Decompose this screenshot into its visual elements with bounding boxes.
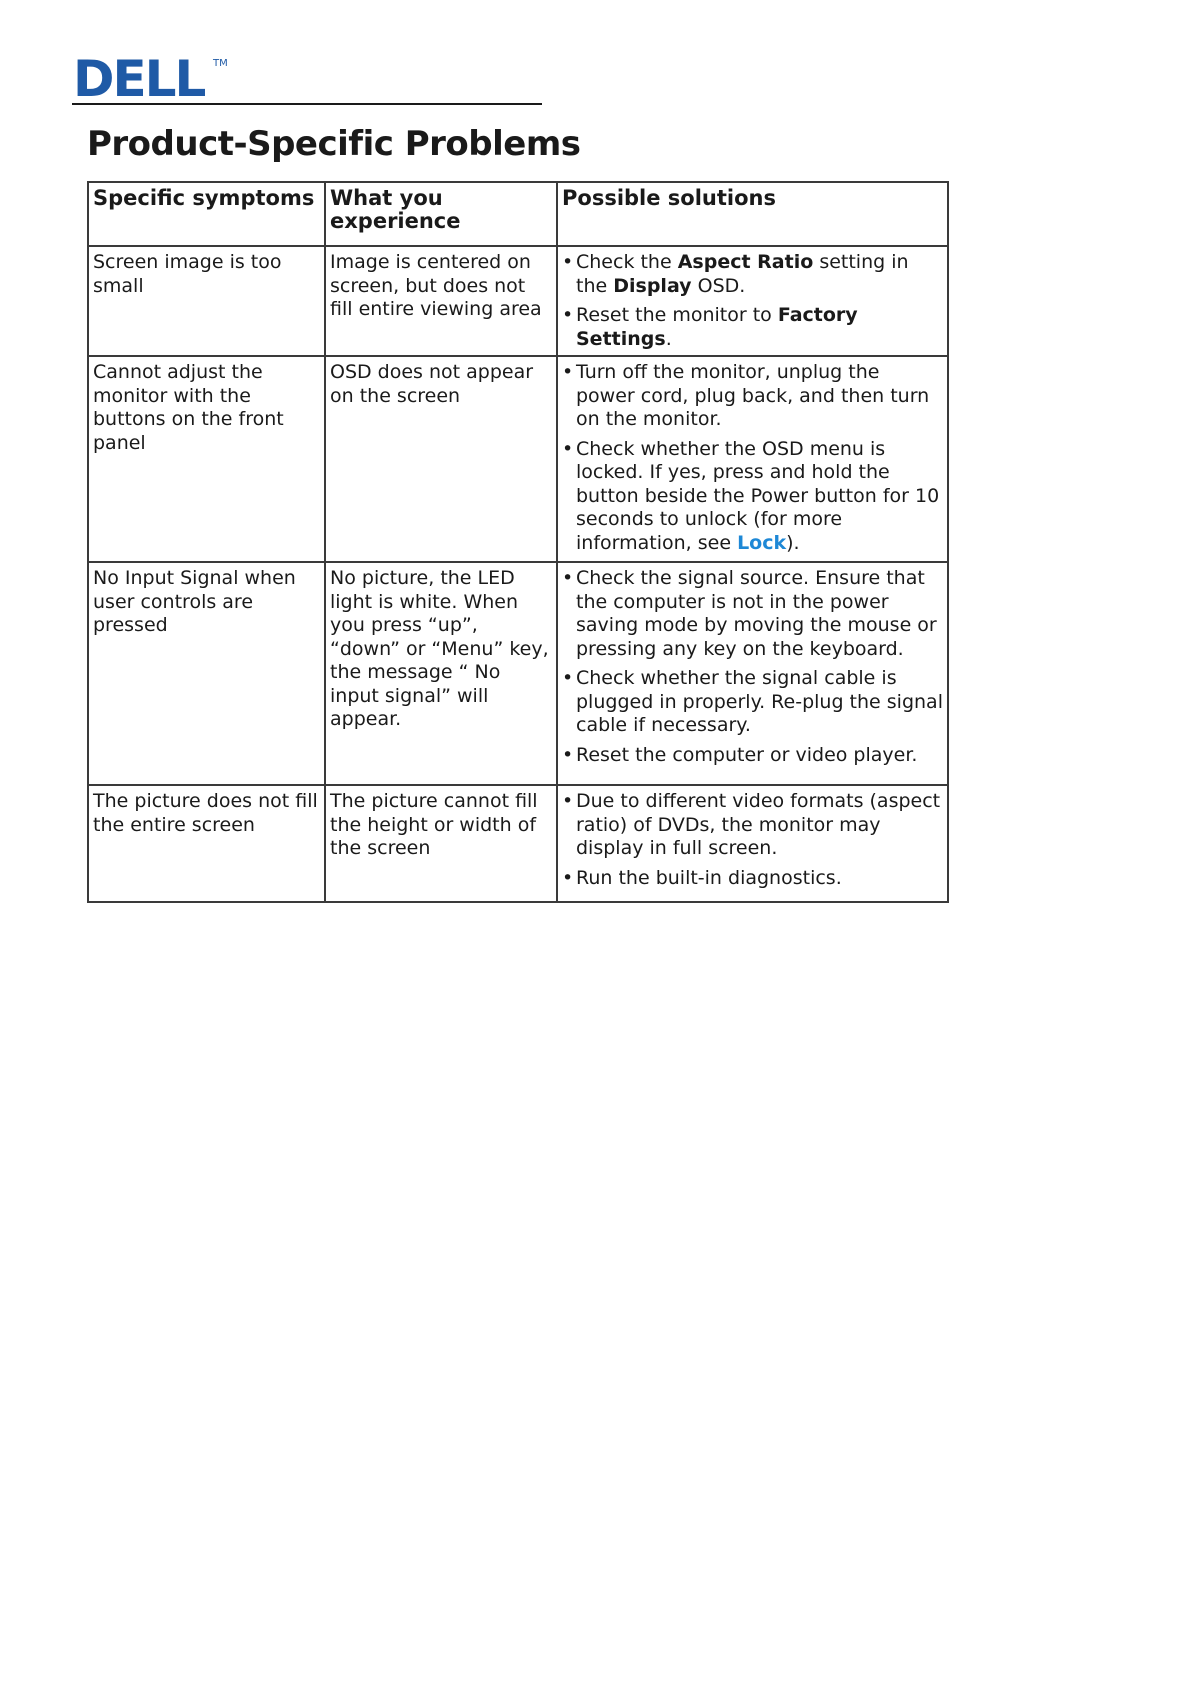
- symptom-cell: Screen image is too small: [88, 246, 325, 356]
- solution-item: [562, 744, 943, 768]
- solutions-cell: [557, 246, 948, 356]
- experience-cell: The picture cannot fill the height or width of the screen: [325, 785, 557, 902]
- solution-text: ).: [786, 531, 800, 554]
- solution-item: [562, 361, 943, 432]
- experience-cell: OSD does not appear on the screen: [325, 356, 557, 562]
- solutions-cell: [557, 562, 948, 785]
- trademark-symbol: TM: [213, 58, 228, 69]
- solution-item: [562, 251, 943, 298]
- bullet: •: [562, 790, 574, 812]
- table-row: [88, 562, 948, 785]
- aspect-ratio-setting: Aspect Ratio: [677, 251, 814, 273]
- bullet: •: [562, 304, 574, 326]
- solutions-cell: [557, 356, 948, 562]
- solution-text: OSD.: [691, 274, 746, 297]
- experience-cell: No picture, the LED light is white. When you press “up”, “down” or “Menu” key, the message “ No input signal” will appear.: [325, 562, 557, 785]
- factory-settings-option: Factory Settings: [576, 304, 858, 350]
- solutions-list: [562, 361, 943, 555]
- dell-logo: [73, 50, 233, 108]
- symptom-cell: The picture does not fill the entire screen: [88, 785, 325, 902]
- solutions-list: [562, 790, 943, 890]
- solution-text: Check whether the OSD menu is locked. If yes, press and hold the button beside the Power button for 10 seconds to unlock (for more information, see: [576, 437, 940, 554]
- solution-text: Check whether the signal cable is plugged in properly. Re-plug the signal cable if necessary.: [576, 667, 943, 736]
- solution-item: [562, 790, 943, 861]
- solution-item: [562, 438, 943, 556]
- table-row: [88, 246, 948, 356]
- table-row: [88, 785, 948, 902]
- experience-cell: Image is centered on screen, but does not fill entire viewing area: [325, 246, 557, 356]
- solution-item: [562, 567, 943, 661]
- solution-item: [562, 867, 943, 891]
- bullet: •: [562, 361, 574, 383]
- table-row: [88, 356, 948, 562]
- table-header-row: [88, 182, 948, 246]
- display-menu: Display: [613, 274, 692, 297]
- bullet: •: [562, 437, 574, 460]
- troubleshooting-table: [87, 181, 949, 903]
- solution-text: Turn off the monitor, unplug the power cord, plug back, and then turn on the monitor.: [576, 361, 930, 430]
- symptom-cell: No Input Signal when user controls are pressed: [88, 562, 325, 785]
- header-rule: [72, 103, 542, 105]
- solution-item: [562, 667, 943, 738]
- lock-link[interactable]: Lock: [737, 531, 787, 554]
- page-title: Product-Specific Problems: [87, 124, 581, 164]
- header-what-you-experience: What you experience: [325, 182, 557, 246]
- solution-text: Check the: [576, 251, 678, 273]
- bullet: •: [562, 567, 574, 589]
- solution-text: Reset the monitor to: [576, 304, 778, 326]
- solution-text: .: [665, 327, 672, 350]
- dell-logo-text: DELL: [73, 50, 205, 108]
- solutions-cell: [557, 785, 948, 902]
- solution-text: Due to different video formats (aspect ratio) of DVDs, the monitor may display in full screen.: [576, 790, 941, 859]
- bullet: •: [562, 743, 574, 766]
- solutions-list: [562, 567, 943, 767]
- header-possible-solutions: Possible solutions: [557, 182, 948, 246]
- solutions-list: [562, 251, 943, 351]
- solution-text: Reset the computer or video player.: [576, 743, 918, 766]
- solution-text: Check the signal source. Ensure that the computer is not in the power saving mode by moving the mouse or pressing any key on the keyboard.: [576, 567, 937, 660]
- header-specific-symptoms: Specific symptoms: [88, 182, 325, 246]
- bullet: •: [562, 251, 574, 273]
- bullet: •: [562, 667, 574, 689]
- solution-item: [562, 304, 943, 351]
- solution-text: setting in the: [576, 251, 909, 297]
- symptom-cell: Cannot adjust the monitor with the buttons on the front panel: [88, 356, 325, 562]
- solution-text: Run the built-in diagnostics.: [576, 866, 842, 889]
- bullet: •: [562, 866, 574, 889]
